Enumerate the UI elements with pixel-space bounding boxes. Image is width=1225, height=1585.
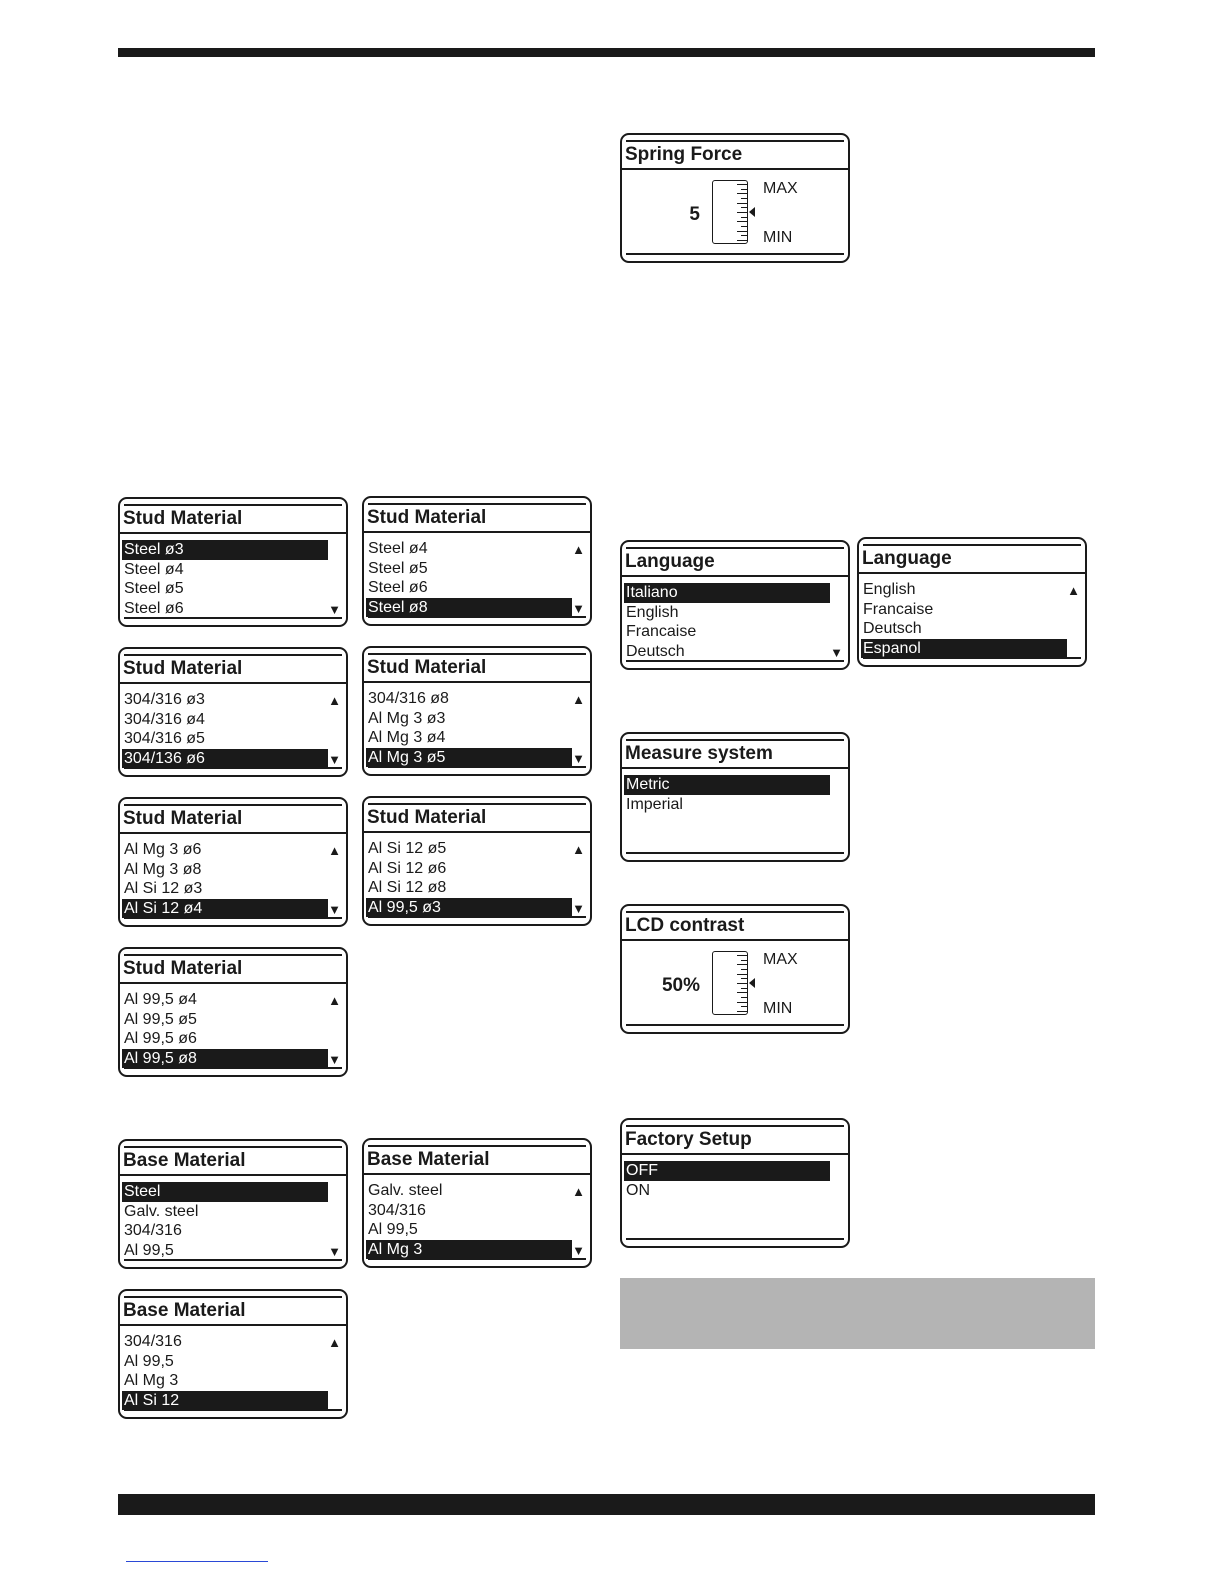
- menu-item[interactable]: 304/316 ø3: [124, 691, 205, 708]
- gauge-max-label: MAX: [763, 951, 798, 968]
- menu-item[interactable]: 304/316: [124, 1333, 182, 1350]
- screen-title: Language: [625, 551, 715, 572]
- gauge-max-label: MAX: [763, 180, 798, 197]
- menu-item-selected[interactable]: 304/136 ø6: [122, 749, 328, 769]
- gauge-tick: [741, 1006, 747, 1007]
- menu-item-selected[interactable]: Al Mg 3: [366, 1240, 572, 1260]
- screen-title: Stud Material: [123, 508, 243, 529]
- screen-top-rule: [124, 1296, 342, 1298]
- screen-title: Base Material: [367, 1149, 490, 1170]
- gauge-tick: [737, 193, 747, 194]
- menu-item[interactable]: English: [626, 603, 679, 621]
- spring-force-value: 5: [689, 204, 700, 225]
- scroll-down-arrow-icon[interactable]: ▼: [328, 752, 341, 767]
- menu-list: [366, 689, 572, 767]
- stud-material-screen-6: [362, 796, 592, 926]
- scroll-up-arrow-icon[interactable]: ▲: [572, 692, 585, 707]
- lcd-contrast-gauge: [712, 951, 748, 1015]
- menu-list: [122, 540, 328, 618]
- gauge-tick: [741, 198, 747, 199]
- screen-title: Language: [862, 548, 952, 569]
- gauge-tick: [737, 955, 747, 956]
- screen-title: Factory Setup: [625, 1129, 752, 1150]
- menu-item[interactable]: Deutsch: [863, 620, 922, 637]
- menu-item[interactable]: Francaise: [863, 600, 934, 618]
- menu-item[interactable]: Galv. steel: [368, 1182, 443, 1199]
- top-rule: [118, 48, 1095, 57]
- screen-bottom-rule: [124, 1067, 342, 1069]
- gauge-tick: [741, 969, 747, 970]
- gauge-tick: [737, 974, 747, 975]
- lcd-contrast-pointer: [749, 978, 755, 988]
- spring-force-gauge: [712, 180, 748, 244]
- stud-material-screen-2: [362, 496, 592, 626]
- gauge-tick: [737, 240, 747, 241]
- menu-item[interactable]: Imperial: [626, 795, 683, 813]
- gauge-tick: [737, 1002, 747, 1003]
- screen-bottom-rule: [368, 616, 586, 618]
- screen-title: Base Material: [123, 1300, 246, 1321]
- bottom-rule: [118, 1494, 1095, 1515]
- menu-item[interactable]: Al 99,5: [368, 1221, 418, 1238]
- gauge-tick: [737, 231, 747, 232]
- menu-item[interactable]: Al 99,5 ø6: [124, 1030, 197, 1047]
- menu-list: [122, 690, 328, 768]
- scroll-up-arrow-icon[interactable]: ▲: [572, 542, 585, 557]
- screen-top-rule: [368, 1145, 586, 1147]
- menu-list: [624, 1161, 830, 1200]
- spring-force-screen: [620, 133, 850, 263]
- screen-title: LCD contrast: [625, 915, 745, 936]
- screen-top-rule: [124, 1146, 342, 1148]
- menu-item[interactable]: Galv. steel: [124, 1202, 199, 1220]
- screen-bottom-rule: [124, 767, 342, 769]
- screen-title-rule: [622, 939, 848, 941]
- screen-title-rule: [120, 532, 346, 534]
- screen-top-rule: [626, 1125, 844, 1127]
- menu-item[interactable]: 304/316: [124, 1222, 182, 1239]
- screen-bottom-rule: [368, 766, 586, 768]
- screen-title: Stud Material: [123, 658, 243, 679]
- menu-item[interactable]: Al Si 12 ø5: [368, 840, 447, 857]
- stud-material-screen-5: [118, 797, 348, 927]
- menu-item[interactable]: Steel ø4: [368, 540, 428, 557]
- scroll-down-arrow-icon[interactable]: ▼: [328, 1244, 341, 1259]
- scroll-down-arrow-icon[interactable]: ▼: [572, 751, 585, 766]
- screen-top-rule: [626, 911, 844, 913]
- menu-item[interactable]: 304/316 ø8: [368, 690, 449, 707]
- menu-list: [122, 840, 328, 918]
- menu-list: [366, 839, 572, 917]
- screen-title-rule: [622, 1153, 848, 1155]
- gauge-min-label: MIN: [763, 229, 793, 246]
- menu-item-selected[interactable]: Metric: [624, 775, 830, 795]
- spring-force-pointer: [749, 207, 755, 217]
- screen-bottom-rule: [368, 1258, 586, 1260]
- menu-item-selected[interactable]: Steel ø8: [366, 598, 572, 618]
- screen-title: Stud Material: [123, 958, 243, 979]
- screen-title-rule: [120, 1174, 346, 1176]
- menu-list: [624, 583, 830, 661]
- screen-top-rule: [368, 803, 586, 805]
- screen-top-rule: [124, 954, 342, 956]
- gauge-tick: [737, 964, 747, 965]
- screen-title: Stud Material: [123, 808, 243, 829]
- scroll-up-arrow-icon[interactable]: ▲: [328, 843, 341, 858]
- gauge-tick: [737, 1011, 747, 1012]
- menu-item[interactable]: Al Mg 3 ø3: [368, 709, 446, 727]
- screen-title-rule: [120, 1324, 346, 1326]
- menu-item-selected[interactable]: Al Si 12 ø4: [122, 899, 328, 919]
- menu-item[interactable]: Steel ø5: [124, 580, 184, 597]
- scroll-down-arrow-icon[interactable]: ▼: [572, 901, 585, 916]
- menu-list: [122, 1332, 328, 1410]
- menu-item[interactable]: Al Mg 3: [124, 1372, 179, 1389]
- menu-item[interactable]: Al 99,5: [124, 1352, 174, 1370]
- menu-item-selected[interactable]: Al Mg 3 ø5: [366, 748, 572, 768]
- screen-title-rule: [120, 682, 346, 684]
- screen-title-rule: [859, 572, 1085, 574]
- menu-list: [366, 1181, 572, 1259]
- scroll-down-arrow-icon[interactable]: ▼: [328, 902, 341, 917]
- base-material-screen-2: [362, 1138, 592, 1268]
- scroll-down-arrow-icon[interactable]: ▼: [572, 601, 585, 616]
- gauge-tick: [737, 221, 747, 222]
- scroll-up-arrow-icon[interactable]: ▲: [328, 693, 341, 708]
- screen-bottom-rule: [124, 617, 342, 619]
- stud-material-screen-3: [118, 647, 348, 777]
- base-material-screen-1: [118, 1139, 348, 1269]
- menu-item-selected[interactable]: Steel: [122, 1182, 328, 1202]
- screen-bottom-rule: [626, 1024, 844, 1026]
- screen-bottom-rule: [124, 1259, 342, 1261]
- screen-bottom-rule: [863, 657, 1081, 659]
- screen-title-rule: [120, 982, 346, 984]
- menu-list: [122, 990, 328, 1068]
- language-screen-2: [857, 537, 1087, 667]
- gauge-tick: [741, 988, 747, 989]
- screen-bottom-rule: [124, 1409, 342, 1411]
- gauge-tick: [741, 960, 747, 961]
- screen-bottom-rule: [626, 660, 844, 662]
- menu-item-selected[interactable]: Espanol: [861, 639, 1067, 659]
- menu-item[interactable]: Al Mg 3 ø4: [368, 729, 446, 746]
- screen-title-rule: [622, 168, 848, 170]
- gauge-tick: [737, 203, 747, 204]
- screen-top-rule: [124, 504, 342, 506]
- screen-bottom-rule: [368, 916, 586, 918]
- menu-item[interactable]: 304/316: [368, 1201, 426, 1219]
- menu-item[interactable]: Steel ø5: [368, 559, 428, 577]
- menu-item-selected[interactable]: Al 99,5 ø3: [366, 898, 572, 918]
- menu-item-selected[interactable]: OFF: [624, 1161, 830, 1181]
- menu-item-selected[interactable]: Al 99,5 ø8: [122, 1049, 328, 1069]
- menu-item[interactable]: Steel ø6: [368, 579, 428, 596]
- screen-title: Stud Material: [367, 807, 487, 828]
- screen-top-rule: [368, 503, 586, 505]
- menu-item-selected[interactable]: Al Si 12: [122, 1391, 328, 1411]
- stud-material-screen-1: [118, 497, 348, 627]
- gauge-tick: [741, 235, 747, 236]
- menu-item-selected[interactable]: Steel ø3: [122, 540, 328, 560]
- lcd-contrast-value: 50%: [661, 975, 700, 996]
- screen-title: Stud Material: [367, 507, 487, 528]
- screen-title-rule: [364, 681, 590, 683]
- factory-setup-screen: [620, 1118, 850, 1248]
- screen-title: Measure system: [625, 743, 773, 764]
- screen-bottom-rule: [626, 253, 844, 255]
- screen-title-rule: [364, 1173, 590, 1175]
- menu-item[interactable]: 304/316 ø5: [124, 730, 205, 747]
- menu-item-selected[interactable]: Italiano: [624, 583, 830, 603]
- screen-top-rule: [626, 739, 844, 741]
- menu-item[interactable]: Al Mg 3 ø6: [124, 841, 202, 858]
- gauge-tick: [741, 226, 747, 227]
- menu-item[interactable]: Francaise: [626, 623, 697, 640]
- gauge-min-label: MIN: [763, 1000, 793, 1017]
- gauge-tick: [737, 983, 747, 984]
- screen-title-rule: [364, 531, 590, 533]
- menu-list: [861, 580, 1067, 658]
- gauge-tick: [741, 217, 747, 218]
- screen-title-rule: [622, 767, 848, 769]
- screen-top-rule: [124, 804, 342, 806]
- stud-material-screen-4: [362, 646, 592, 776]
- scroll-up-arrow-icon[interactable]: ▲: [572, 842, 585, 857]
- screen-bottom-rule: [626, 1238, 844, 1240]
- menu-item[interactable]: English: [863, 581, 916, 598]
- scroll-down-arrow-icon[interactable]: ▼: [830, 645, 843, 660]
- language-screen-1: [620, 540, 850, 670]
- scroll-down-arrow-icon[interactable]: ▼: [328, 602, 341, 617]
- screen-title: Spring Force: [625, 144, 743, 165]
- screen-title-rule: [622, 575, 848, 577]
- scroll-up-arrow-icon[interactable]: ▲: [328, 993, 341, 1008]
- menu-item[interactable]: Steel ø6: [124, 599, 184, 617]
- scroll-down-arrow-icon[interactable]: ▼: [328, 1052, 341, 1067]
- gauge-tick: [741, 207, 747, 208]
- menu-item[interactable]: 304/316 ø4: [124, 710, 205, 728]
- menu-list: [122, 1182, 328, 1260]
- measure-system-screen: [620, 732, 850, 862]
- menu-item[interactable]: Steel ø4: [124, 560, 184, 578]
- scroll-up-arrow-icon[interactable]: ▲: [328, 1335, 341, 1350]
- menu-item[interactable]: Deutsch: [626, 642, 685, 660]
- screen-bottom-rule: [124, 917, 342, 919]
- scroll-up-arrow-icon[interactable]: ▲: [1067, 583, 1080, 598]
- screen-title: Stud Material: [367, 657, 487, 678]
- gauge-tick: [741, 978, 747, 979]
- note-box: [620, 1278, 1095, 1349]
- gauge-tick: [737, 992, 747, 993]
- screen-top-rule: [124, 654, 342, 656]
- menu-list: [624, 775, 830, 814]
- menu-item[interactable]: Al 99,5 ø5: [124, 1010, 197, 1028]
- screen-top-rule: [863, 544, 1081, 546]
- menu-item[interactable]: ON: [626, 1181, 650, 1199]
- screen-top-rule: [368, 653, 586, 655]
- screen-bottom-rule: [626, 852, 844, 854]
- menu-item[interactable]: Al 99,5: [124, 1241, 174, 1259]
- gauge-tick: [741, 997, 747, 998]
- menu-list: [366, 539, 572, 617]
- scroll-up-arrow-icon[interactable]: ▲: [572, 1184, 585, 1199]
- gauge-tick: [737, 212, 747, 213]
- gauge-tick: [737, 184, 747, 185]
- stud-material-screen-7: [118, 947, 348, 1077]
- scroll-down-arrow-icon[interactable]: ▼: [572, 1243, 585, 1258]
- base-material-screen-3: [118, 1289, 348, 1419]
- footer-link-underline: [126, 1561, 268, 1562]
- screen-title-rule: [364, 831, 590, 833]
- screen-top-rule: [626, 140, 844, 142]
- menu-item[interactable]: Al Si 12 ø3: [124, 880, 203, 897]
- menu-item[interactable]: Al Si 12 ø6: [368, 859, 447, 877]
- screen-top-rule: [626, 547, 844, 549]
- screen-title-rule: [120, 832, 346, 834]
- gauge-tick: [741, 189, 747, 190]
- menu-item[interactable]: Al Mg 3 ø8: [124, 860, 202, 878]
- lcd-contrast-screen: [620, 904, 850, 1034]
- menu-item[interactable]: Al 99,5 ø4: [124, 991, 197, 1008]
- menu-item[interactable]: Al Si 12 ø8: [368, 879, 447, 896]
- screen-title: Base Material: [123, 1150, 246, 1171]
